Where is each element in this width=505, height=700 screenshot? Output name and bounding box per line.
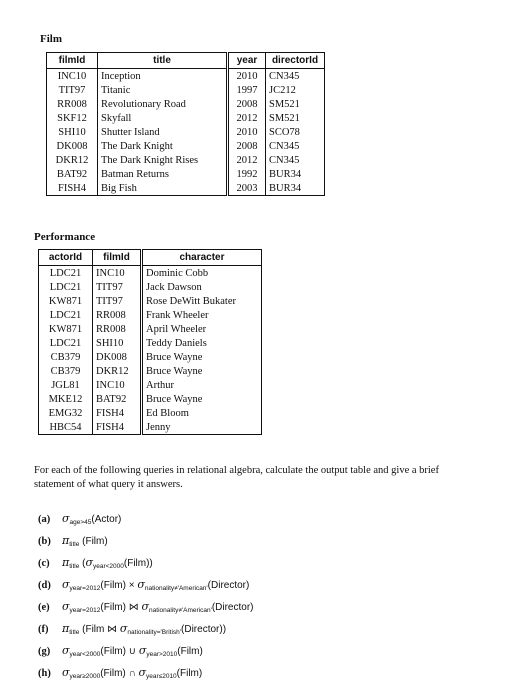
- film-row: [47, 125, 325, 139]
- film-cell: Batman Returns: [98, 167, 228, 181]
- film-cell: 2008: [228, 139, 266, 153]
- performance-row: [39, 406, 262, 420]
- performance-col-character: character: [142, 250, 262, 266]
- film-cell: INC10: [57, 70, 87, 82]
- operator-subscript: year=2012: [69, 607, 101, 614]
- operator-symbol: σ: [62, 644, 70, 657]
- film-table: [46, 52, 325, 196]
- performance-cell: KW871: [48, 295, 83, 307]
- query-expression: [62, 578, 249, 592]
- performance-row: [39, 308, 262, 322]
- film-cell: Inception: [98, 69, 228, 84]
- operator-subscript: title: [69, 629, 80, 636]
- film-cell: Titanic: [98, 83, 228, 97]
- performance-cell: DK008: [93, 350, 142, 364]
- performance-cell: MKE12: [48, 393, 83, 405]
- operator-symbol: σ: [119, 622, 128, 635]
- operator-subscript: year≤2010: [146, 673, 177, 680]
- film-row: [47, 111, 325, 125]
- expression-text: (Film)): [123, 558, 153, 569]
- performance-row: [39, 266, 262, 281]
- expression-text: (Film): [176, 668, 203, 679]
- performance-table-title: Performance: [34, 231, 96, 243]
- film-cell: CN345: [266, 153, 325, 167]
- operator-subscript: year>2010: [146, 651, 178, 658]
- film-cell: 2008: [228, 97, 266, 111]
- performance-cell: LDC21: [49, 337, 82, 349]
- query-label: (a): [38, 513, 51, 525]
- performance-cell: Bruce Wayne: [142, 364, 262, 378]
- query-item: [38, 508, 478, 530]
- operator-subscript: nationality≠'American': [144, 585, 208, 592]
- film-header-row: [47, 53, 325, 69]
- query-label: (f): [38, 623, 49, 635]
- query-expression: [62, 600, 254, 614]
- query-label: (c): [38, 557, 50, 569]
- performance-cell: CB379: [50, 365, 81, 377]
- query-expression: [62, 512, 121, 526]
- film-cell: BUR34: [266, 181, 325, 196]
- film-row: [47, 153, 325, 167]
- performance-cell: FISH4: [93, 406, 142, 420]
- film-row: [47, 83, 325, 97]
- film-col-filmid: filmId: [47, 53, 98, 69]
- film-cell: 2010: [228, 69, 266, 84]
- query-item: [38, 530, 478, 552]
- film-cell: CN345: [266, 139, 325, 153]
- performance-row: [39, 294, 262, 308]
- film-row: [47, 167, 325, 181]
- performance-cell: INC10: [93, 266, 142, 281]
- performance-cell: INC10: [93, 378, 142, 392]
- expression-text: (: [79, 558, 86, 569]
- query-list: [38, 508, 478, 684]
- query-item: [38, 618, 478, 640]
- query-item: [38, 640, 478, 662]
- performance-cell: Teddy Daniels: [142, 336, 262, 350]
- query-item: [38, 574, 478, 596]
- film-cell: 2010: [228, 125, 266, 139]
- performance-cell: Rose DeWitt Bukater: [142, 294, 262, 308]
- performance-cell: RR008: [93, 322, 142, 336]
- query-expression: [62, 622, 226, 636]
- expression-text: (Director): [207, 580, 250, 591]
- operator-symbol: σ: [138, 644, 147, 657]
- operator-symbol: π: [62, 622, 70, 635]
- operator-subscript: year≥2000: [69, 673, 101, 680]
- performance-cell: RR008: [93, 308, 142, 322]
- film-col-year: year: [228, 53, 266, 69]
- performance-table: [38, 249, 262, 435]
- film-row: [47, 181, 325, 196]
- performance-cell: Dominic Cobb: [142, 266, 262, 281]
- query-label: (g): [38, 645, 51, 657]
- film-cell: BUR34: [266, 167, 325, 181]
- query-label: (h): [38, 667, 51, 679]
- performance-cell: Frank Wheeler: [142, 308, 262, 322]
- film-cell: JC212: [266, 83, 325, 97]
- operator-symbol: σ: [62, 666, 70, 679]
- film-cell: TIT97: [58, 84, 86, 96]
- query-item: [38, 596, 478, 618]
- film-cell: CN345: [266, 69, 325, 84]
- operator-subscript: age>45: [69, 519, 92, 526]
- performance-cell: LDC21: [49, 281, 82, 293]
- film-cell: BAT92: [56, 168, 88, 180]
- operator-symbol: π: [62, 534, 70, 547]
- film-cell: 1997: [228, 83, 266, 97]
- performance-row: [39, 420, 262, 435]
- film-cell: SCO78: [266, 125, 325, 139]
- film-cell: DKR12: [55, 154, 89, 166]
- operator-symbol: σ: [62, 600, 70, 613]
- performance-header-row: [39, 250, 262, 266]
- performance-cell: FISH4: [93, 420, 142, 435]
- operator-symbol: σ: [62, 578, 70, 591]
- query-label: (b): [38, 535, 51, 547]
- operator-subscript: nationality='British': [127, 629, 182, 636]
- performance-cell: Arthur: [142, 378, 262, 392]
- film-cell: SM521: [266, 111, 325, 125]
- operator-subscript: nationality≠'American': [149, 607, 212, 614]
- film-cell: 1992: [228, 167, 266, 181]
- film-row: [47, 69, 325, 84]
- performance-cell: TIT97: [93, 280, 142, 294]
- performance-cell: JGL81: [51, 379, 80, 391]
- expression-text: (Film) ⋈: [100, 602, 142, 613]
- film-cell: SKF12: [57, 112, 87, 124]
- query-item: [38, 662, 478, 684]
- film-cell: Revolutionary Road: [98, 97, 228, 111]
- performance-row: [39, 350, 262, 364]
- operator-subscript: year<2000: [92, 563, 124, 570]
- performance-cell: HBC54: [49, 421, 82, 433]
- film-cell: SHI10: [58, 126, 86, 138]
- expression-text: (Director)): [181, 624, 227, 635]
- film-cell: SM521: [266, 97, 325, 111]
- film-cell: DK008: [56, 140, 88, 152]
- query-label: (e): [38, 601, 50, 613]
- performance-cell: KW871: [48, 323, 83, 335]
- operator-subscript: year<2000: [69, 651, 101, 658]
- film-cell: 2012: [228, 153, 266, 167]
- query-label: (d): [38, 579, 51, 591]
- operator-subscript: title: [69, 541, 80, 548]
- performance-cell: Bruce Wayne: [142, 350, 262, 364]
- query-item: [38, 552, 478, 574]
- performance-cell: LDC21: [49, 267, 82, 279]
- film-cell: The Dark Knight: [98, 139, 228, 153]
- film-col-directorid: directorId: [266, 53, 325, 69]
- performance-cell: DKR12: [93, 364, 142, 378]
- operator-symbol: σ: [138, 666, 146, 679]
- query-expression: [62, 556, 153, 570]
- performance-col-actorid: actorId: [39, 250, 93, 266]
- film-table-title: Film: [40, 33, 62, 45]
- expression-text: (Film) ∩: [100, 668, 139, 679]
- film-cell: Skyfall: [98, 111, 228, 125]
- film-cell: 2012: [228, 111, 266, 125]
- operator-symbol: π: [62, 556, 70, 569]
- film-cell: RR008: [57, 98, 87, 110]
- film-cell: Shutter Island: [98, 125, 228, 139]
- performance-row: [39, 364, 262, 378]
- operator-subscript: title: [69, 563, 80, 570]
- film-cell: 2003: [228, 181, 266, 196]
- performance-cell: Ed Bloom: [142, 406, 262, 420]
- performance-cell: CB379: [50, 351, 81, 363]
- expression-text: (Film): [79, 536, 108, 547]
- operator-symbol: σ: [137, 578, 145, 591]
- operator-symbol: σ: [62, 512, 70, 525]
- film-row: [47, 97, 325, 111]
- performance-row: [39, 336, 262, 350]
- performance-cell: Jack Dawson: [142, 280, 262, 294]
- expression-text: (Director): [211, 602, 254, 613]
- performance-cell: BAT92: [93, 392, 142, 406]
- expression-text: (Film) ∪: [100, 646, 139, 657]
- expression-text: (Film ⋈: [79, 624, 120, 635]
- performance-row: [39, 378, 262, 392]
- film-cell: The Dark Knight Rises: [98, 153, 228, 167]
- expression-text: (Film): [177, 646, 203, 657]
- performance-cell: EMG32: [48, 407, 83, 419]
- film-cell: FISH4: [57, 182, 86, 194]
- expression-text: (Actor): [91, 514, 122, 525]
- performance-cell: Jenny: [142, 420, 262, 435]
- query-expression: [62, 666, 202, 680]
- query-expression: [62, 534, 108, 548]
- expression-text: (Film) ×: [100, 580, 138, 591]
- performance-cell: TIT97: [93, 294, 142, 308]
- performance-cell: Bruce Wayne: [142, 392, 262, 406]
- performance-col-filmid: filmId: [93, 250, 142, 266]
- performance-cell: April Wheeler: [142, 322, 262, 336]
- performance-row: [39, 280, 262, 294]
- operator-symbol: σ: [85, 556, 93, 569]
- performance-cell: SHI10: [93, 336, 142, 350]
- film-col-title: title: [98, 53, 228, 69]
- film-cell: Big Fish: [98, 181, 228, 196]
- performance-cell: LDC21: [49, 309, 82, 321]
- operator-symbol: σ: [141, 600, 150, 613]
- operator-subscript: year=2012: [69, 585, 101, 592]
- instructions-text: For each of the following queries in relational algebra, calculate the output table and give a brief statement of what query it answers.: [34, 465, 439, 490]
- performance-row: [39, 392, 262, 406]
- film-row: [47, 139, 325, 153]
- query-expression: [62, 644, 203, 658]
- performance-row: [39, 322, 262, 336]
